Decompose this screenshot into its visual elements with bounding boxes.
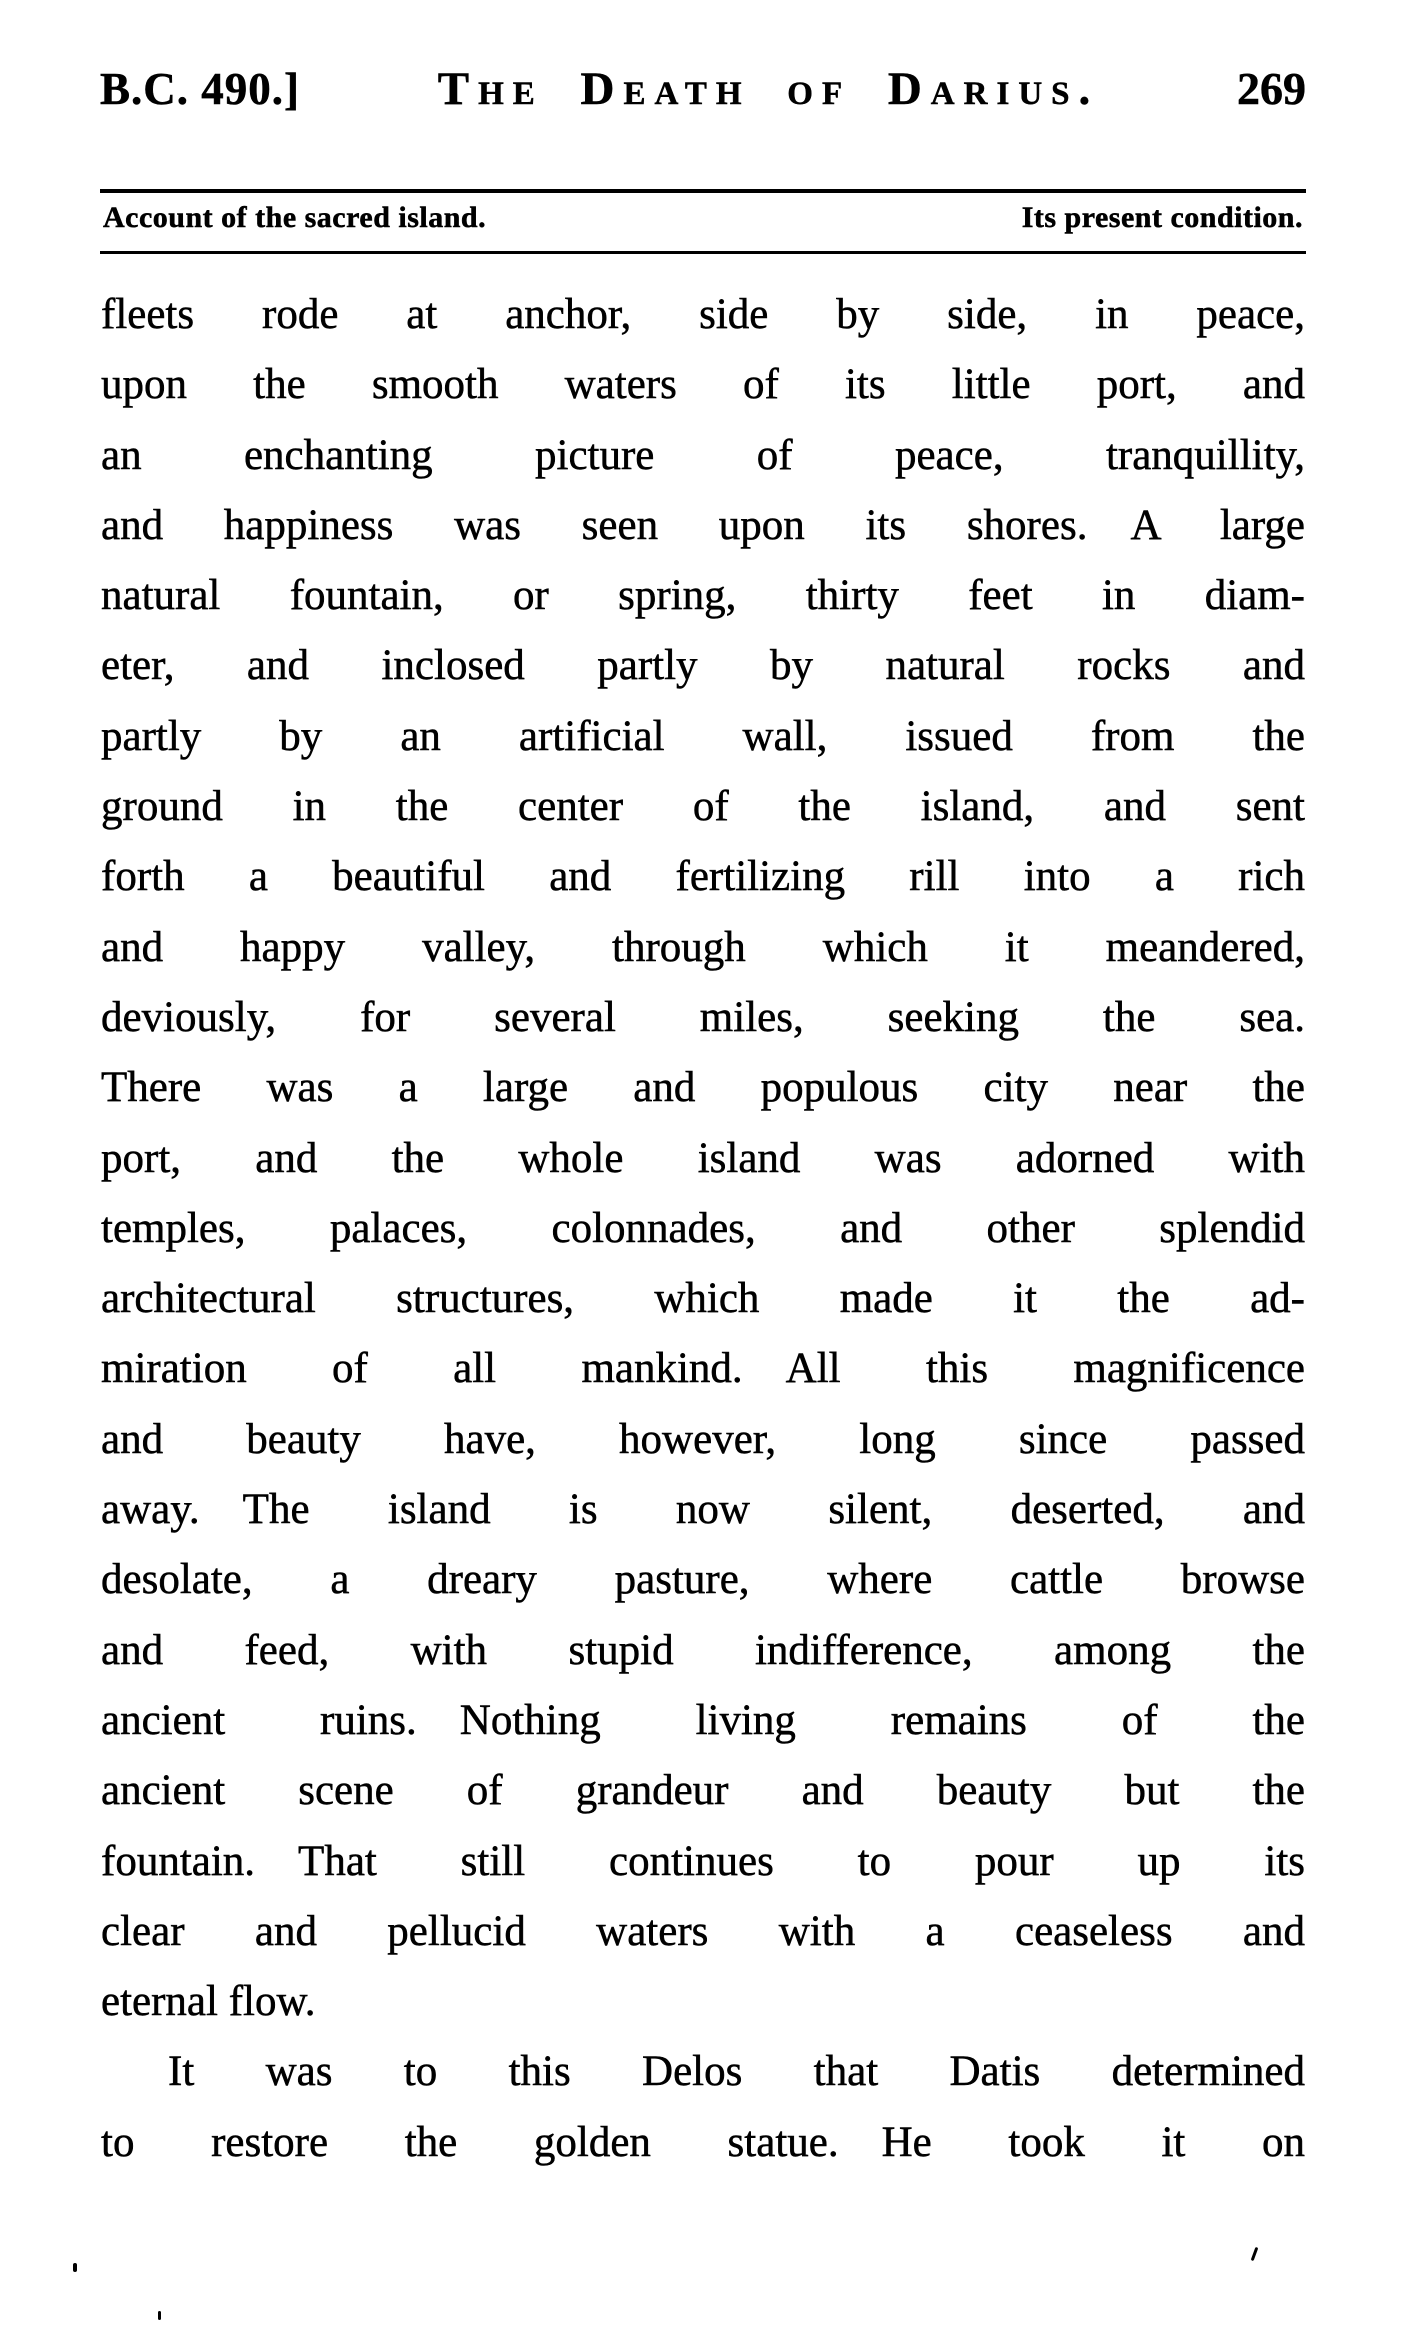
header-rule-bottom [100,251,1306,254]
text-line: away. The island is now silent, deserted, and [101,1486,1305,1534]
text-line: temples, palaces, colonnades, and other splendid [101,1204,1305,1252]
text-line: deviously, for several miles, seeking the sea. [101,993,1305,1041]
scan-speck [158,2311,161,2320]
page-title: The Death of Darius. [437,63,1100,115]
text-line: and happiness was seen upon its shores. A large [101,501,1305,549]
scan-speck [73,2263,77,2272]
section-subheads [103,201,1303,235]
text-line: forth a beautiful and fertilizing rill into a rich [101,853,1305,901]
text-line: partly by an artificial wall, issued from the [101,712,1305,760]
running-head [100,62,1306,116]
header-rule-top [100,189,1306,193]
text-line: port, and the whole island was adorned with [101,1134,1305,1182]
text-line: ancient ruins. Nothing living remains of the [101,1696,1305,1744]
text-line: eter, and inclosed partly by natural rocks and [101,642,1305,690]
page-number: 269 [1237,63,1306,114]
era-label: B.C. 490.] [100,64,300,114]
subhead-right: Its present condition. [1021,201,1303,234]
text-line: an enchanting picture of peace, tranquillity, [101,431,1305,479]
text-line: ancient scene of grandeur and beauty but the [101,1767,1305,1815]
text-line: architectural structures, which made it the ad- [101,1275,1305,1323]
text-line: to restore the golden statue. He took it on [101,2118,1305,2166]
text-line: eternal flow. [101,1978,316,2026]
text-line: desolate, a dreary pasture, where cattle browse [101,1556,1305,1604]
subhead-left: Account of the sacred island. [103,201,487,234]
text-line: clear and pellucid waters with a ceaseless and [101,1907,1305,1955]
text-line: upon the smooth waters of its little port, and [101,361,1305,409]
text-line: and happy valley, through which it meandered, [101,923,1305,971]
text-line: There was a large and populous city near the [101,1064,1305,1112]
body-text-column [101,280,1305,2178]
text-line: and beauty have, however, long since passed [101,1415,1305,1463]
text-line: miration of all mankind. All this magnificence [101,1345,1305,1393]
scan-speck [1251,2247,1259,2261]
text-line: ground in the center of the island, and sent [101,783,1305,831]
text-line: It was to this Delos that Datis determined [168,2048,1305,2096]
text-line: fountain. That still continues to pour up its [101,1837,1305,1885]
text-line: fleets rode at anchor, side by side, in peace, [101,291,1305,338]
text-line: and feed, with stupid indifference, among the [101,1626,1305,1674]
text-line: natural fountain, or spring, thirty feet in diam- [101,572,1305,620]
